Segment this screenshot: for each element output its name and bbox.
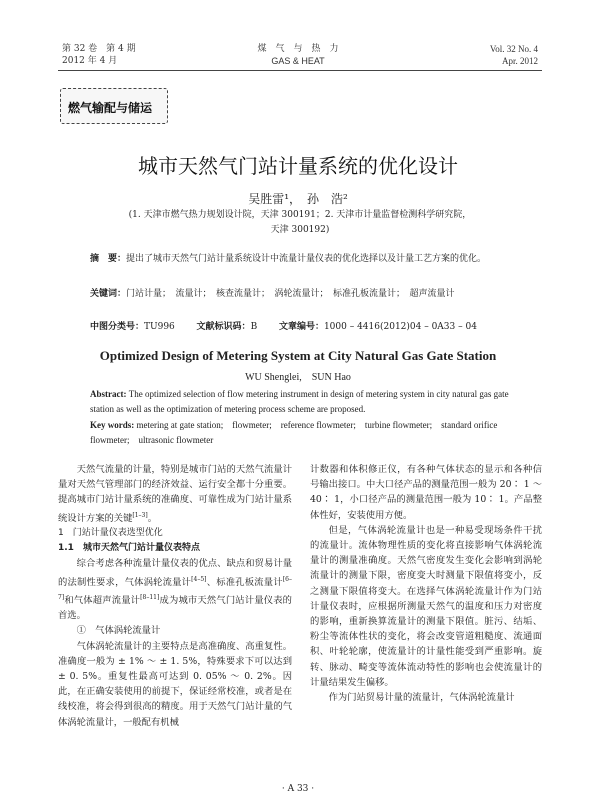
- paragraph-intro: 天然气流量的计量，特别是城市门站的天然气流量计量对天然气管理部门的经济效益、运行安全都十分重要。提高城市门站计量系统的准确度、可靠性成为门站计量系统设计方案的关键[1–3]。: [58, 464, 292, 524]
- keywords-en-text: metering at gate station; flowmeter; reference flowmeter; turbine flowmeter; standard orifice flowmeter; ultrasonic flowmeter: [90, 420, 498, 445]
- header-rule: [58, 70, 542, 71]
- keywords-cn-text: 门站计量； 流量计； 核查流量计； 涡轮流量计； 标准孔板流量计； 超声流量计: [126, 289, 455, 299]
- doc-code-value: B: [250, 322, 258, 332]
- journal-name-cn: 煤 气 与 热 力: [257, 44, 339, 54]
- page-number: · A 33 ·: [281, 784, 315, 794]
- paragraph-meter-selection: 综合考虑各种流量计量仪表的优点、缺点和贸易计量的法制性要求，气体涡轮流量计[4–5]、标准孔板流量计[6–7]和气体超声流量计[8–11]成为城市天然气门站计量仪表的首选。: [58, 558, 292, 622]
- body-column-left: [58, 462, 292, 730]
- header-volume-issue: 第 32 卷 第 4 期: [62, 44, 136, 54]
- keywords-en: [90, 418, 515, 448]
- clc-value: TU996: [144, 322, 175, 332]
- article-number-label: 文章编号：: [278, 322, 324, 332]
- citation-4-5: [4–5]: [191, 575, 207, 583]
- article-title-cn: 城市天然气门站计量系统的优化设计: [138, 154, 458, 178]
- header-date-cn: 2012 年 4 月: [62, 56, 118, 66]
- affiliation-line-1: (1. 天津市燃气热力规划设计院，天津 300191；2. 天津市计量监督检测科学研究院，: [128, 210, 472, 220]
- journal-name-en: GAS & HEAT: [271, 56, 325, 66]
- authors-cn: 吴胜雷¹， 孙 浩²: [248, 192, 348, 206]
- abstract-en-text: The optimized selection of flow metering instrument in design of metering system in city natural gas gate station as well as the optimization of metering process scheme are proposed.: [90, 389, 509, 414]
- header-date-en: Apr. 2012: [502, 56, 538, 66]
- paragraph-trade-metering: 作为门站贸易计量的流量计，气体涡轮流量计: [328, 692, 515, 704]
- body-column-right: [310, 462, 542, 705]
- doc-code-label: 文献标识码：: [196, 322, 251, 332]
- article-number-value: 1000 – 4416(2012)04 – 0A33 – 04: [323, 322, 477, 332]
- section-heading-1-1: 1.1 城市天然气门站计量仪表特点: [58, 543, 200, 554]
- article-title-en: Optimized Design of Metering System at City Natural Gas Gate Station: [99, 348, 497, 363]
- header-volume-en: Vol. 32 No. 4: [489, 44, 538, 54]
- keywords-cn: [90, 287, 515, 302]
- affiliation-line-2: 天津 300192): [270, 225, 330, 235]
- abstract-cn-text: 提出了城市天然气门站计量系统设计中流量计量仪表的优化选择以及计量工艺方案的优化。: [126, 254, 487, 264]
- section-heading-1: 1 门站计量仪表选型优化: [58, 527, 163, 538]
- abstract-en: [90, 387, 515, 417]
- citation-1-3: [1–3]: [132, 511, 148, 519]
- abstract-cn: [90, 252, 515, 267]
- authors-en: WU Shenglei, SUN Hao: [245, 372, 351, 383]
- keywords-en-label: Key words:: [90, 420, 135, 430]
- paragraph-turbine-features: 气体涡轮流量计的主要特点是高准确度、高重复性。准确度一般为 ± 1% ～ ± 1. 5%，特殊要求下可以达到 ± 0. 5%。重复性最高可达到 0. 05% ～ 0. 2%。因此，在正确安装使用的前提下，保证经常校准，或者是在线校准，将会得到很高的精度。用于天然气门站计量的气体涡轮流量计，一般配有机械: [58, 640, 292, 728]
- classification-line: [90, 320, 515, 335]
- keywords-cn-label: 关键词：: [90, 289, 127, 299]
- citation-8-11: [8–11]: [140, 593, 160, 601]
- affiliations: [90, 208, 510, 238]
- abstract-en-label: Abstract:: [90, 389, 127, 399]
- citation-6-7: [6–7]: [58, 575, 292, 601]
- clc-label: 中图分类号：: [90, 322, 145, 332]
- paragraph-turbine-limitations: 但是，气体涡轮流量计也是一种易受现场条件干扰的流量计。流体物理性质的变化将直接影响气体涡轮流量计的测量准确度。天然气密度发生变化会影响到涡轮流量计的测量下限，密度变大时测量下限值将变小，反之测量下限值将变大。在选择气体涡轮流量计作为门站计量仪表时，应根据所测量天然气的温度和压力对密度的影响，重新换算流量计的测量下限值。脏污、结垢、粉尘等流体性状的变化，将会改变管道粗糙度、流通面积、叶轮轮廓，使流量计的计量性能受到严重影响。旋转、脉动、畸变等流体流动特性的影响也会使流量计的计量结果发生偏移。: [310, 524, 542, 688]
- item-turbine-heading: ① 气体涡轮流量计: [76, 625, 161, 637]
- paragraph-turbine-continued: 计数器和体积修正仪，有各种气体状态的显示和各种信号输出接口。中大口径产品的测量范围一般为 20∶ 1 ～40∶ 1，小口径产品的测量范围一般为 10∶ 1。产品整体性好，安装使用方便。: [310, 464, 542, 521]
- category-label: 燃气输配与储运: [68, 101, 153, 115]
- abstract-cn-label: 摘 要：: [90, 254, 127, 264]
